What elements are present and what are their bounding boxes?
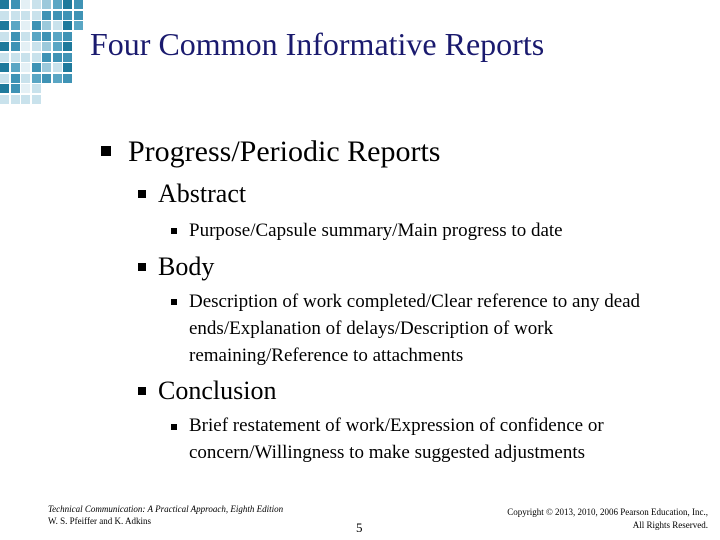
decorative-tile	[21, 32, 30, 41]
decorative-tile	[32, 84, 41, 93]
decorative-tile	[11, 32, 20, 41]
decorative-tile	[42, 11, 51, 20]
decorative-tile	[0, 32, 9, 41]
section-detail-abstract: Purpose/Capsule summary/Main progress to date	[189, 220, 563, 241]
page-number: 5	[356, 520, 363, 535]
decorative-tile	[53, 42, 62, 51]
decorative-tile	[63, 63, 72, 72]
decorative-tile	[0, 0, 9, 9]
section-heading-body: Body	[158, 252, 215, 281]
decorative-tile	[11, 95, 20, 104]
decorative-tile	[21, 63, 30, 72]
decorative-tile	[63, 11, 72, 20]
section-detail-body: Description of work completed/Clear reference to any dead ends/Explanation of delays/Description of work remaining/Reference to attachments	[189, 291, 641, 366]
copyright-line-2: All Rights Reserved.	[632, 520, 708, 530]
decorative-tile	[32, 0, 41, 9]
decorative-tile	[42, 63, 51, 72]
decorative-tile	[21, 84, 30, 93]
decorative-tile	[11, 11, 20, 20]
footer-authors: W. S. Pfeiffer and K. Adkins	[48, 516, 151, 526]
decorative-tile	[63, 21, 72, 30]
footer-citation	[48, 503, 348, 527]
decorative-tile-grid	[0, 0, 84, 104]
decorative-tile	[53, 63, 62, 72]
decorative-tile	[53, 74, 62, 83]
decorative-tile	[11, 42, 20, 51]
decorative-tile	[11, 84, 20, 93]
decorative-tile	[42, 42, 51, 51]
decorative-tile	[0, 74, 9, 83]
decorative-tile	[11, 21, 20, 30]
bullet-square-icon	[101, 146, 111, 156]
decorative-tile	[21, 11, 30, 20]
decorative-tile	[21, 74, 30, 83]
decorative-tile	[21, 0, 30, 9]
decorative-tile	[32, 21, 41, 30]
decorative-tile	[42, 74, 51, 83]
decorative-tile	[0, 95, 9, 104]
decorative-tile	[11, 53, 20, 62]
decorative-tile	[63, 0, 72, 9]
decorative-tile	[21, 95, 30, 104]
bullet-square-icon	[171, 299, 177, 305]
decorative-tile	[0, 42, 9, 51]
decorative-tile	[74, 0, 83, 9]
decorative-tile	[32, 32, 41, 41]
decorative-tile	[53, 32, 62, 41]
footer-book-title: Technical Communication: A Practical Approach, Eighth Edition	[48, 504, 284, 514]
decorative-tile	[42, 21, 51, 30]
decorative-tile	[0, 11, 9, 20]
section-heading-abstract: Abstract	[158, 179, 247, 208]
decorative-tile	[32, 95, 41, 104]
slide-title: Four Common Informative Reports	[90, 26, 545, 62]
decorative-tile	[11, 0, 20, 9]
decorative-tile	[63, 53, 72, 62]
decorative-tile	[74, 21, 83, 30]
bullet-square-icon	[138, 387, 146, 395]
decorative-tile	[42, 32, 51, 41]
decorative-tile	[21, 53, 30, 62]
bullet-level1: Progress/Periodic Reports	[128, 135, 441, 168]
footer-copyright	[450, 506, 708, 532]
section-heading-conclusion: Conclusion	[158, 376, 277, 405]
decorative-tile	[63, 74, 72, 83]
decorative-tile	[42, 0, 51, 9]
decorative-tile	[11, 74, 20, 83]
decorative-tile	[53, 0, 62, 9]
decorative-tile	[74, 11, 83, 20]
decorative-tile	[11, 63, 20, 72]
decorative-tile	[0, 53, 9, 62]
bullet-square-icon	[171, 228, 177, 234]
decorative-tile	[63, 32, 72, 41]
decorative-tile	[0, 21, 9, 30]
decorative-tile	[53, 53, 62, 62]
copyright-line-1: Copyright © 2013, 2010, 2006 Pearson Education, Inc.,	[507, 507, 708, 517]
bullet-square-icon	[171, 424, 177, 430]
decorative-tile	[21, 21, 30, 30]
decorative-tile	[53, 11, 62, 20]
decorative-tile	[32, 63, 41, 72]
decorative-tile	[32, 11, 41, 20]
decorative-tile	[32, 74, 41, 83]
decorative-tile	[32, 53, 41, 62]
decorative-tile	[0, 63, 9, 72]
decorative-tile	[42, 53, 51, 62]
decorative-tile	[21, 42, 30, 51]
decorative-tile	[32, 42, 41, 51]
decorative-tile	[0, 84, 9, 93]
decorative-tile	[53, 21, 62, 30]
bullet-square-icon	[138, 263, 146, 271]
section-detail-conclusion: Brief restatement of work/Expression of confidence or concern/Willingness to make suggested adjustments	[189, 415, 604, 463]
decorative-tile	[63, 42, 72, 51]
bullet-square-icon	[138, 190, 146, 198]
